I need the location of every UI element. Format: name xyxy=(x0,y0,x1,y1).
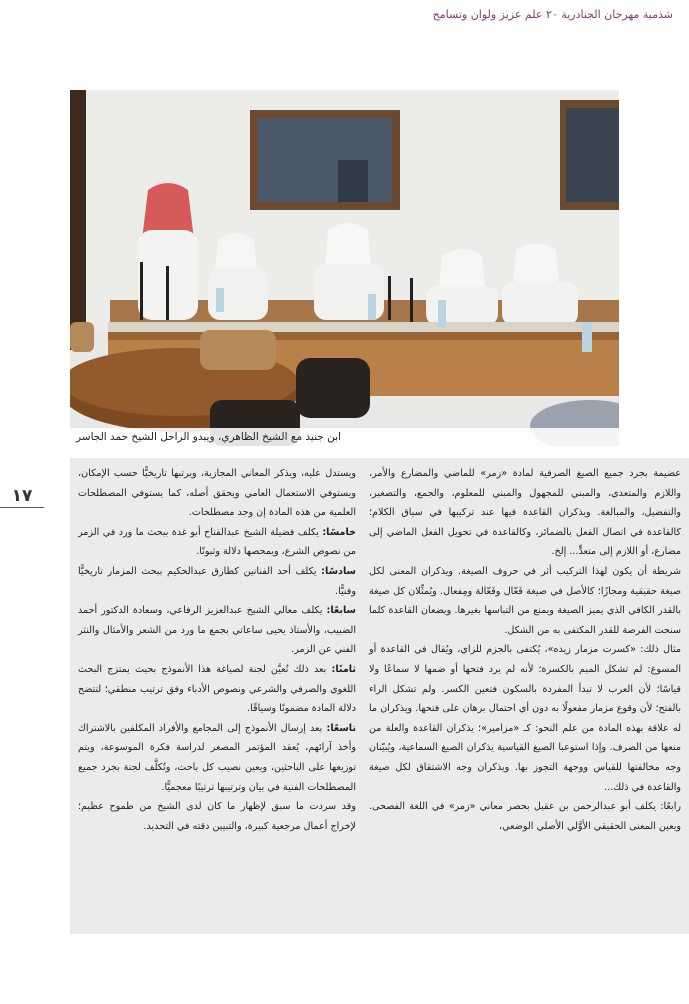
paragraph: وقد سردت ما سبق لإظهار ما كان لدى الشيخ من طموح عظيم؛ لإخراج أعمال مرجعية كبيرة، والتبيين دقته في التحديد. xyxy=(78,801,356,832)
paragraph: رابعًا: يكلف أبو عبدالرحمن بن عقيل بحصر معاني «زمر» في اللغة الفصحى. ويعين المعنى الحقيقي الأوَّلي الأصلي الوضعي، xyxy=(369,801,681,832)
item-label: سابعًا: xyxy=(326,605,356,617)
item-text: يكلف أحد الفنانين كطارق عبدالحكيم ببحث المزمار تاريخيًّا وفنيًّا. xyxy=(78,565,356,597)
item-text: بعد إرسال الأنموذج إلى المجامع والأفراد المكلفين بالاشتراك وأخذ آرائهم، يُعقد المؤتمر المصغر لدراسة فكرة الموسوعة، ويتم توزيعها على الباحثين، ويعين نصيب كل باحث، وتُكلَّف لجنة بجرد جميع المصطلحات الفنية في بيان وترتيبها ترتيبًا معجميًّا. xyxy=(78,722,356,793)
meeting-photo-illustration xyxy=(70,90,619,446)
page-number-rule xyxy=(0,507,44,508)
photo-caption: ابن جنيد مع الشيخ الظاهري، ويبدو الراحل الشيخ حمد الجاسر xyxy=(70,428,619,446)
left-column xyxy=(78,464,356,836)
paragraph: ويستدل عليه، ويذكر المعاني المجازية، ويرتبها تاريخيًّا حسب الإمكان، ويستوفي الاستعمال العامي ويحقق أصله، كما يستوفي المصطلحات العلمية من هذه المادة إن وجد مصطلحات. xyxy=(78,468,356,519)
paragraph: شريطة أن يكون لهذا التركيب أثر في حروف الصيغة. ويذكران المعنى لكل صيغة حقيقية ومجازًا؛ كالأصل في صيغة فَعّال وفَعّالة ومِفعال. ويُمثِّلان كل صيغة بالقدر الكافي الذي يميز الصيغة ويمنع من التباسها بغيرها. ويضعان القاعدة كلما سنحت الفرصة للقدر المكتفى به من الشكل. xyxy=(369,565,681,636)
item-label: تاسعًا: xyxy=(326,722,356,734)
article-text-box xyxy=(70,458,689,934)
page-number: ١٧ xyxy=(11,486,33,506)
paragraph: مثال ذلك: «كسرت مزمار زيده»، يُكتفى بالجزم للزاي، ويُقال في القاعدة أو المسوغ: لم تشكل الميم بالكسرة؛ لأنه لم يرد فتحها أو ضمها لا سماعًا ولا قياسًا؛ لأن العرب لا تبدأ المفردة بالسكون فتعين الكسر. ولم تشكل الراء بالفتح؛ لأن وقوع مزمار مفعولًا به دون أي احتمال برهان على فتحها. ويذكران ما له علاقة بهذه المادة من علم النحو: كـ «مزامير»؛ يذكران القاعدة والعلة من منعها من الصرف. وإذا استوعبا الصيغ القياسية يذكران الصيغ السماعية، ويُبيّنان وجه مخالفتها للقياس ووجهة التجوز بها. ويذكران وجه الاشتقاق لكل صيغة والقاعدة في ذلك... xyxy=(369,644,681,793)
item-label: ثامنًا: xyxy=(331,663,356,675)
item-text: بعد ذلك تُعيَّن لجنة لصياغة هذا الأنموذج بحيث يمتزج البحث اللغوي والصرفي والشرعي ونصوص الأدباء وفق ترتيب منطقي؛ لتتضح دلالة المادة مضمونًا وسياقًا. xyxy=(78,663,356,715)
list-item xyxy=(78,523,356,562)
meeting-photo xyxy=(70,90,619,446)
paragraph: عضيمة بجرد جميع الصيغ الصرفية لمادة «زمر» للماضي والمضارع والأمر، واللازم والمتعدي، والمبني للمجهول والمبني للمعلوم، والجمع، والتصغير، والتفضيل، والمبالغة. ويذكران القاعدة فيها عند تركيبها في سياق الكلام؛ كالقاعدة في اتصال الفعل بالضمائر، وكالقاعدة في تحويل الفعل الماضي إلى مضارع، أو اللازم إلى متعدٍّ... إلخ. xyxy=(369,468,681,558)
running-header: شذمية مهرجان الجنادرية ٢٠ علم عزيز ولوان وتسامح xyxy=(432,8,673,21)
item-label: خامسًا: xyxy=(322,526,356,538)
list-item xyxy=(78,660,356,719)
list-item xyxy=(78,601,356,660)
list-item xyxy=(78,719,356,797)
item-text: يكلف فضيلة الشيخ عبدالفتاح أبو غدة ببحث ما ورد في الزمر من نصوص الشرع، ويمحصها دلالة وثبوتًا. xyxy=(78,526,356,558)
list-item xyxy=(78,562,356,601)
item-label: سادسًا: xyxy=(321,565,356,577)
item-text: يكلف معالي الشيخ عبدالعزيز الرفاعي، وسعادة الدكتور أحمد الضبيب، والأستاذ يحيى ساعاتي بجمع ما ورد من الشعر والأمثال والنثر الفني عن الزمر. xyxy=(78,605,356,656)
right-column xyxy=(369,464,681,836)
